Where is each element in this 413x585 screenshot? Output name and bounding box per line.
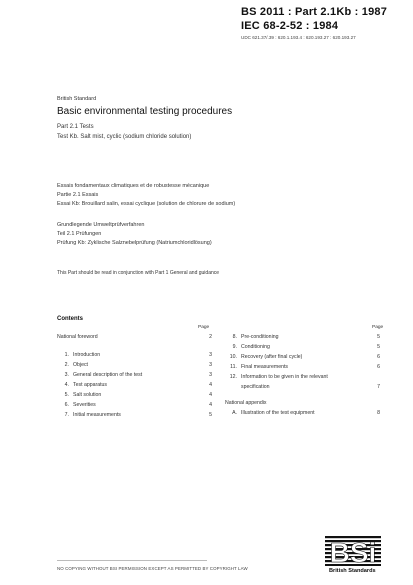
copyright-notice: NO COPYING WITHOUT BSI PERMISSION EXCEPT AS PERMITTED BY COPYRIGHT LAW [57, 566, 248, 571]
german-test: Prüfung Kb: Zyklische Salznebelprüfung (Natriumchloridlösung) [57, 240, 212, 246]
toc-entry-label: Salt solution [73, 392, 102, 398]
appendix-heading-label: National appendix [225, 400, 267, 406]
part-line: Part 2.1 Tests [57, 124, 94, 130]
toc-entry-page: 4 [209, 382, 212, 388]
french-part: Partie 2.1 Essais [57, 192, 99, 198]
toc-entry [57, 400, 212, 410]
standard-number: BS 2011 : Part 2.1Kb : 1987 [241, 6, 388, 18]
footer-divider [57, 560, 207, 561]
test-line: Test Kb. Salt mist, cyclic (sodium chloride solution) [57, 134, 192, 140]
toc-entry-number: 10. [229, 354, 237, 360]
page-column-label-left: Page [198, 325, 210, 330]
toc-entry-page: 6 [377, 364, 380, 370]
bsi-caption: British Standards [329, 568, 376, 574]
iec-number: IEC 68-2-52 : 1984 [241, 20, 339, 32]
toc-entry-label: Initial measurements [73, 412, 121, 418]
german-title: Grundlegende Umweltprüfverfahren [57, 222, 145, 228]
toc-entry-label: Test apparatus [73, 382, 108, 388]
toc-entry-label: Recovery (after final cycle) [241, 354, 303, 360]
toc-entry-label: Introduction [73, 352, 101, 358]
british-standard-label: British Standard [57, 96, 97, 102]
udc-line: UDC 621.37/.39 : 620.1.193.4 : 620.193.27 : 620.193.27 [241, 35, 356, 40]
toc-entry-number: 11. [230, 364, 237, 370]
toc-entry-page: 4 [209, 402, 212, 408]
appendix-heading [225, 398, 380, 408]
toc-entry-label: Conditioning [241, 344, 270, 350]
toc-entry-label: Information to be given in the relevant [241, 374, 328, 380]
toc-entry-page: 5 [377, 334, 380, 340]
conjunction-note: This Part should be read in conjunction with Part 1 General and guidance [57, 270, 220, 276]
page-column-label-right: Page [372, 325, 384, 330]
toc-entry-page: 2 [209, 334, 212, 340]
toc-entry-number: A. [232, 410, 237, 416]
toc-entry-number: 4. [64, 382, 69, 388]
document-title: Basic environmental testing procedures [57, 106, 233, 117]
toc-entry-page: 5 [377, 344, 380, 350]
toc-entry-page: 3 [209, 362, 212, 368]
toc-entry-number: 8. [232, 334, 237, 340]
toc-entry-label: Illustration of the test equipment [241, 410, 315, 416]
toc-entry-page: 5 [209, 412, 212, 418]
toc-entry [57, 332, 212, 342]
contents-left-column [57, 332, 212, 420]
toc-entry-number: 9. [232, 344, 237, 350]
toc-entry [225, 408, 380, 418]
toc-entry [225, 342, 380, 352]
toc-entry [57, 410, 212, 420]
toc-entry [57, 350, 212, 360]
toc-entry-page: 4 [209, 392, 212, 398]
toc-entry-number: 7. [64, 412, 69, 418]
contents-right-column [225, 332, 380, 418]
toc-entry-label: specification [241, 384, 270, 390]
toc-entry-label: National foreword [57, 334, 98, 340]
toc-entry [57, 370, 212, 380]
toc-entry-label: General description of the test [73, 372, 143, 378]
toc-entry-page: 8 [377, 410, 380, 416]
toc-entry [57, 390, 212, 400]
toc-entry [225, 382, 380, 392]
toc-entry-label: Final measurements [241, 364, 288, 370]
toc-entry [57, 380, 212, 390]
toc-entry-number: 1. [64, 352, 69, 358]
toc-entry-label: Severities [73, 402, 96, 408]
toc-entry-number: 6. [64, 402, 69, 408]
french-title: Essais fondamentaux climatiques et de robustesse mécanique [57, 183, 210, 189]
toc-entry-number: 3. [64, 372, 69, 378]
toc-entry [225, 332, 380, 342]
toc-entry-number: 5. [64, 392, 69, 398]
toc-entry-label: Object [73, 362, 88, 368]
toc-entry [57, 360, 212, 370]
toc-entry [225, 362, 380, 372]
toc-entry-number: 12. [229, 374, 237, 380]
german-part: Teil 2.1 Prüfungen [57, 231, 102, 237]
bsi-logo-text: BSi [329, 537, 377, 566]
contents-heading: Contents [57, 316, 83, 322]
toc-entry [225, 372, 380, 382]
toc-entry-page: 7 [377, 384, 380, 390]
toc-entry-number: 2. [64, 362, 69, 368]
toc-entry-page: 6 [377, 354, 380, 360]
toc-entry [225, 352, 380, 362]
bsi-logo [325, 536, 381, 566]
toc-entry-label: Pre-conditioning [241, 334, 279, 340]
toc-entry-page: 3 [209, 352, 212, 358]
french-test: Essai Kb: Brouillard salin, essai cyclique (solution de chlorure de sodium) [57, 201, 236, 207]
toc-entry-page: 3 [209, 372, 212, 378]
